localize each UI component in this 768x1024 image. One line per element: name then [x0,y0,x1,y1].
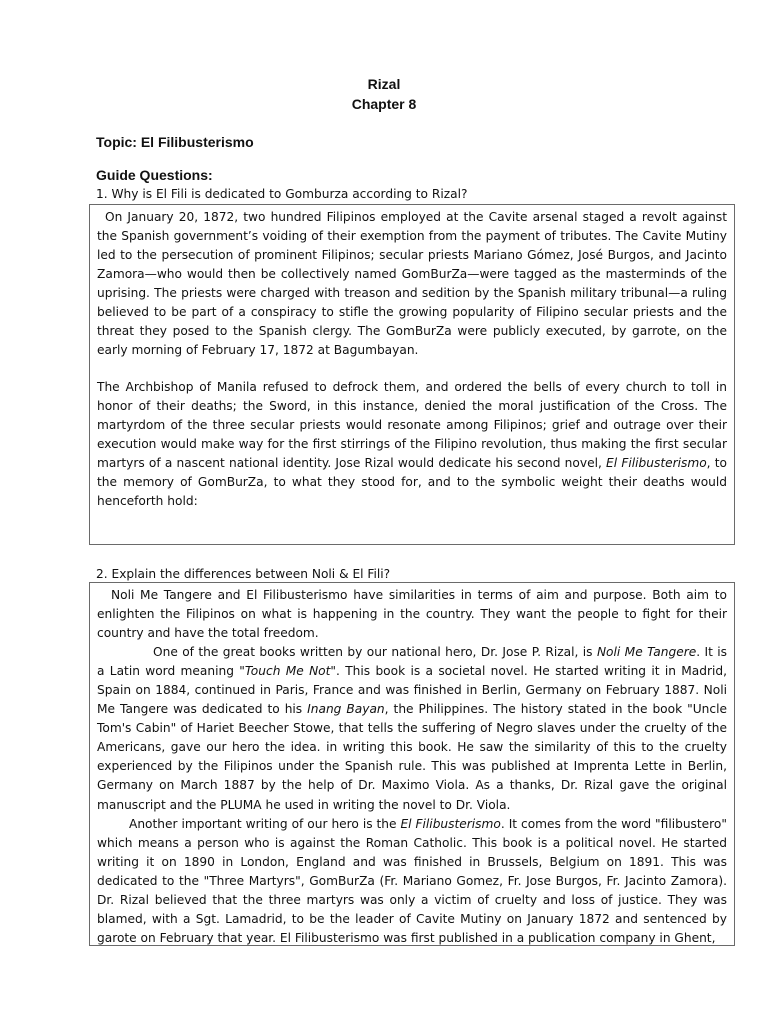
answer-2-paragraph-3: Another important writing of our hero is the El Filibusterismo. It comes from the word "filibustero" which means a person who is against the Roman Catholic. This book is a political novel. He started writing it on 1890 in London, England and was finished in Brussels, Belgium on 1891. This was dedicated to the "Three Martyrs", GomBurZa (Fr. Mariano Gomez, Fr. Jose Burgos, Fr. Jacinto Zamora). Dr. Rizal believed that the three martyrs was only a victim of cruelty and loss of justice. They was blamed, with a Sgt. Lamadrid, to be the leader of Cavite Mutiny on January 1872 and sentenced by garote on February that year. El Filibusterismo was first published in a publication company in Ghent, [97,816,727,945]
chapter-heading: Chapter 8 [351,96,417,112]
answer-1-paragraph-1: On January 20, 1872, two hundred Filipinos employed at the Cavite arsenal staged a revolt against the Spanish government’s voiding of their exemption from the payment of tributes. The Cavite Mutiny led to the persecution of prominent Filipinos; secular priests Mariano Gómez, José Burgos, and Jacinto Zamora—who would then be collectively named GomBurZa—were tagged as the masterminds of the uprising. The priests were charged with treason and sedition by the Spanish military tribunal—a ruling believed to be part of a conspiracy to stifle the growing popularity of Filipino secular priests and the threat they posed to the Spanish clergy. The GomBurZa were publicly executed, by garrote, on the early morning of February 17, 1872 at Bagumbayan. [97,210,727,357]
question-1: 1. Why is El Fili is dedicated to Gomburza according to Rizal? [96,187,468,201]
answer-2-box [89,582,735,946]
answer-2-paragraph-2: One of the great books written by our national hero, Dr. Jose P. Rizal, is Noli Me Tangere. It is a Latin word meaning "Touch Me Not". This book is a societal novel. He started writing it in Madrid, Spain on 1884, continued in Paris, France and was finished in Berlin, Germany on February 1887. Noli Me Tangere was dedicated to his Inang Bayan, the Philippines. The history stated in the book "Uncle Tom's Cabin" of Hariet Beecher Stowe, that tells the suffering of Negro slaves under the cruelty of the Americans, gave our hero the idea. in writing this book. He saw the similarity of this to the cruelty experienced by the Filipinos under the Spanish rule. This was published at Imprenta Lette in Berlin, Germany on March 1887 by the help of Dr. Maximo Viola. As a thanks, Dr. Rizal gave the original manuscript and the PLUMA he used in writing the novel to Dr. Viola. [97,645,727,812]
answer-1-box [89,204,735,545]
document-title: Rizal [367,76,401,92]
answer-2-paragraph-1: Noli Me Tangere and El Filibusterismo have similarities in terms of aim and purpose. Both aim to enlighten the Filipinos on what is happening in the country. They want the people to fight for their country and have the total freedom. [97,588,727,641]
guide-questions-heading: Guide Questions: [96,167,213,183]
question-2: 2. Explain the differences between Noli & El Fili? [96,567,391,581]
topic-heading: Topic: El Filibusterismo [96,134,254,150]
answer-1-paragraph-2: The Archbishop of Manila refused to defrock them, and ordered the bells of every church to toll in honor of their deaths; the Sword, in this instance, denied the moral justification of the Cross. The martyrdom of the three secular priests would resonate among Filipinos; grief and outrage over their execution would make way for the first stirrings of the Filipino revolution, thus making the first secular martyrs of a nascent national identity. Jose Rizal would dedicate his second novel, El Filibusterismo, to the memory of GomBurZa, to what they stood for, and to the symbolic weight their deaths would henceforth hold: [97,380,727,508]
